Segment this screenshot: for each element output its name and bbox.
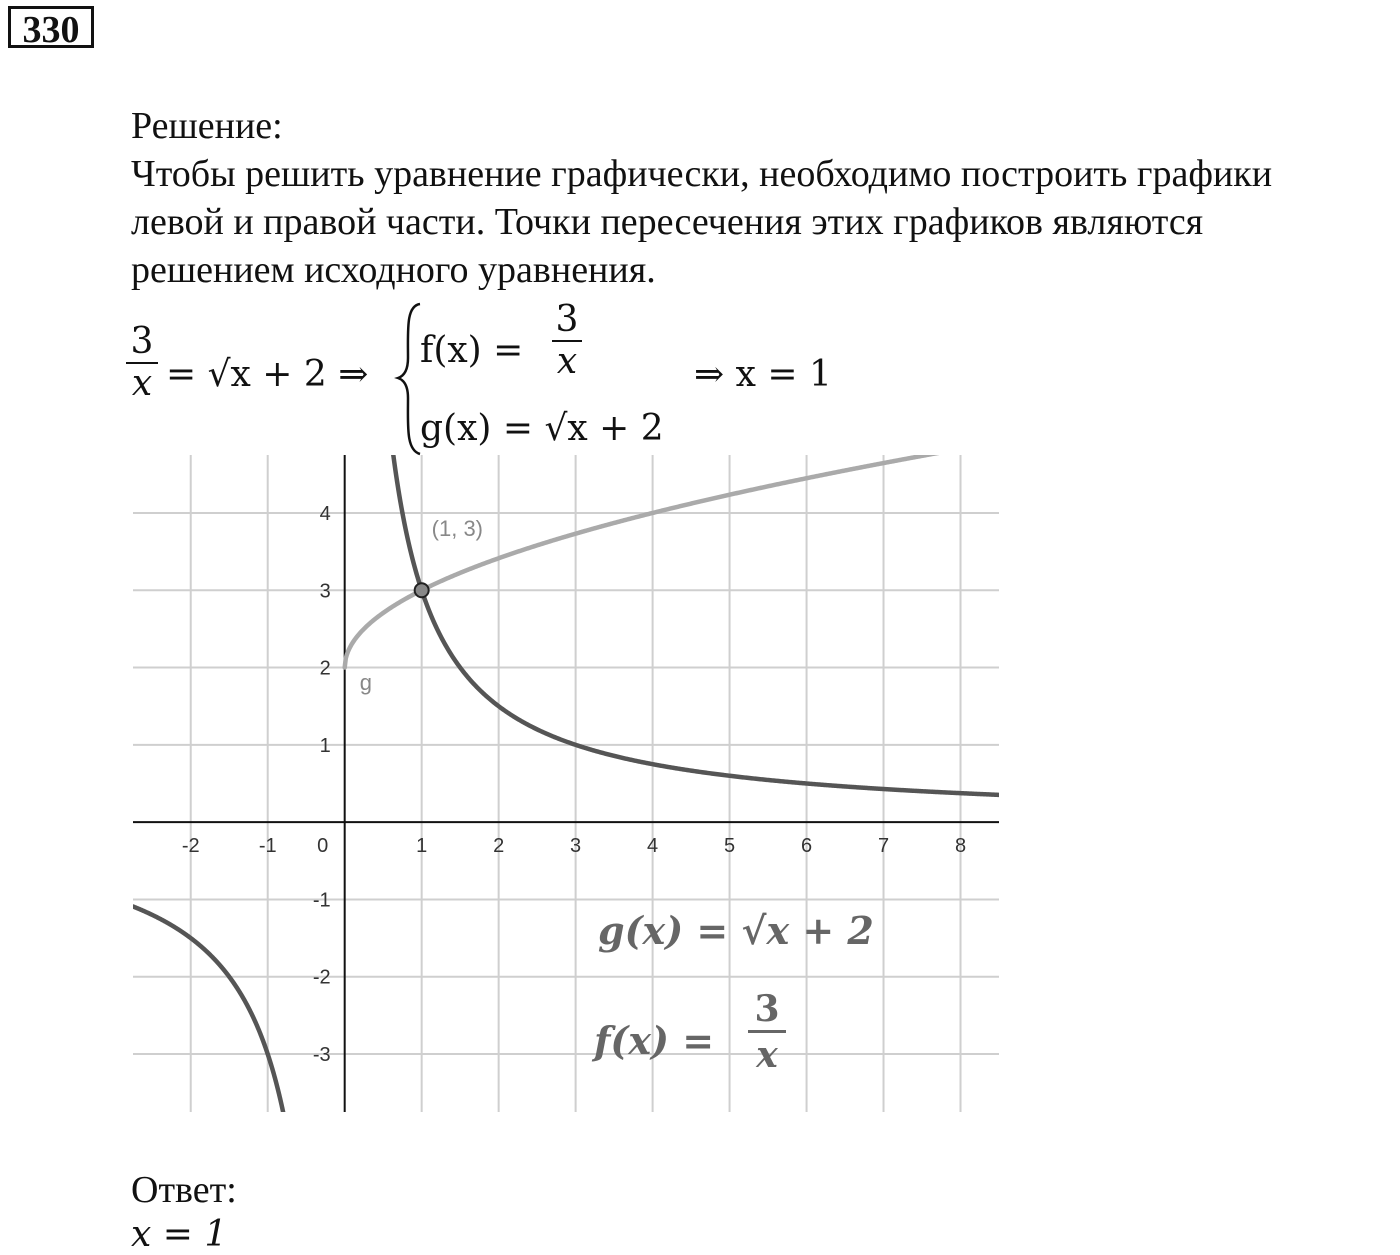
x-tick-label: 6: [800, 835, 813, 858]
equation-rhs: = √x + 2 ⇒: [166, 354, 369, 395]
paragraph-line-1: Чтобы решить уравнение графически, необходимо построить графики: [131, 153, 1273, 195]
legend-f-label: f(x) =: [594, 1018, 715, 1063]
answer-value: x = 1: [131, 1214, 228, 1255]
legend-f-denominator: x: [756, 1034, 778, 1076]
lhs-numerator: 3: [130, 321, 154, 362]
curve-g: [345, 442, 999, 667]
system-f-denominator: x: [556, 341, 578, 382]
x-tick-label: 7: [877, 835, 890, 858]
paragraph-line-2: левой и правой части. Точки пересечения этих графиков являются: [131, 201, 1204, 243]
intersection-label: (1, 3): [431, 516, 484, 542]
legend-g: g(x) = √x + 2: [598, 908, 874, 953]
curve-f-left: [133, 906, 287, 1131]
equation-result: ⇒ x = 1: [694, 354, 832, 395]
x-tick-label: -2: [181, 835, 200, 858]
answer-heading: Ответ:: [131, 1169, 237, 1211]
x-tick-label: -1: [258, 835, 277, 858]
curve-label-g: g: [359, 669, 373, 695]
legend-f-fraction: [748, 988, 786, 1077]
lhs-denominator: x: [131, 363, 153, 404]
y-tick-label: -2: [312, 966, 331, 989]
y-tick-label: -1: [312, 889, 331, 912]
paragraph-line-3: решением исходного уравнения.: [131, 249, 656, 291]
system-f-numerator: 3: [555, 299, 579, 340]
y-tick-label: -3: [312, 1044, 331, 1067]
system-f-label: f(x) =: [420, 330, 524, 371]
y-tick-label: 4: [319, 502, 331, 525]
y-tick-label: 2: [319, 657, 331, 680]
y-tick-label: 1: [319, 734, 331, 757]
x-tick-label: 2: [493, 835, 505, 858]
chart-marks: [415, 583, 429, 597]
chart-curves: [133, 420, 999, 1131]
legend-f-numerator: 3: [754, 988, 780, 1030]
x-tick-label: 1: [416, 835, 428, 858]
x-tick-label: 4: [647, 835, 659, 858]
chart-grid: [133, 455, 999, 1112]
y-tick-label: 3: [319, 580, 331, 603]
x-tick-label: 8: [954, 835, 967, 858]
curve-f-right: [389, 420, 999, 795]
problem-number: 330: [8, 6, 94, 48]
intersection-point: [415, 583, 429, 597]
x-tick-label: 5: [724, 835, 736, 858]
solution-heading: Решение:: [131, 105, 283, 147]
chart-axes: [133, 455, 999, 1112]
x-tick-label: 3: [570, 835, 582, 858]
system-g: g(x) = √x + 2: [420, 408, 664, 449]
x-tick-label: 0: [317, 835, 329, 858]
